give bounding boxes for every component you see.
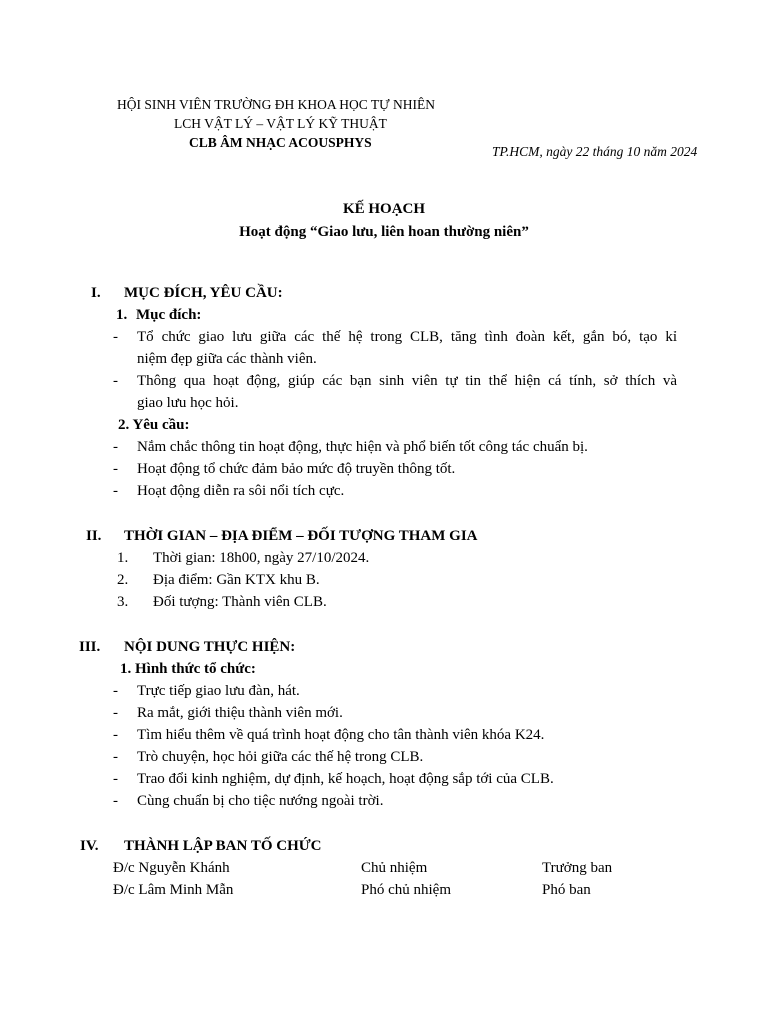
header-org-line1: HỘI SINH VIÊN TRƯỜNG ĐH KHOA HỌC TỰ NHIÊN xyxy=(117,97,435,112)
content-item-4: Trò chuyện, học hỏi giữa các thế hệ trong CLB. xyxy=(137,749,424,765)
subsection-1-1-heading: Mục đích: xyxy=(136,307,202,323)
list-dash: - xyxy=(113,749,118,765)
list-dash: - xyxy=(113,483,118,499)
section-2-number: II. xyxy=(86,528,102,544)
purpose-item-1-line1: Tổ chức giao lưu giữa các thế hệ trong CLB, tăng tình đoàn kết, gắn bó, tạo kỉ xyxy=(137,329,677,345)
requirement-item-1: Nắm chắc thông tin hoạt động, thực hiện và phổ biến tốt công tác chuẩn bị. xyxy=(137,439,588,455)
content-item-6: Cùng chuẩn bị cho tiệc nướng ngoài trời. xyxy=(137,793,384,809)
section-3-number: III. xyxy=(79,639,101,655)
subsection-1-2-heading: 2. Yêu cầu: xyxy=(118,417,190,433)
list-dash: - xyxy=(113,439,118,455)
time-place-item-1-number: 1. xyxy=(117,550,129,566)
purpose-item-2-line2: giao lưu học hỏi. xyxy=(137,395,239,411)
committee-member-name: Đ/c Lâm Minh Mẫn xyxy=(113,882,234,898)
requirement-item-2: Hoạt động tổ chức đảm bảo mức độ truyền thông tốt. xyxy=(137,461,456,477)
section-3-heading: NỘI DUNG THỰC HIỆN: xyxy=(124,639,296,655)
section-4-number: IV. xyxy=(80,838,99,854)
list-dash: - xyxy=(113,461,118,477)
committee-member-position: Phó chủ nhiệm xyxy=(361,882,451,898)
content-item-3: Tìm hiểu thêm về quá trình hoạt động cho tân thành viên khóa K24. xyxy=(137,727,545,743)
list-dash: - xyxy=(113,793,118,809)
header-org-line2: LCH VẬT LÝ – VẬT LÝ KỸ THUẬT xyxy=(174,116,387,131)
list-dash: - xyxy=(113,705,118,721)
section-4-heading: THÀNH LẬP BAN TỐ CHỨC xyxy=(124,838,322,854)
section-2-heading: THỜI GIAN – ĐỊA ĐIỂM – ĐỐI TƯỢNG THAM GIA xyxy=(124,528,478,544)
purpose-item-1-line2: niệm đẹp giữa các thành viên. xyxy=(137,351,317,367)
section-1-heading: MỤC ĐÍCH, YÊU CẦU: xyxy=(124,285,283,301)
subsection-1-1-number: 1. xyxy=(116,307,128,323)
content-item-5: Trao đổi kinh nghiệm, dự định, kế hoạch, hoạt động sắp tới của CLB. xyxy=(137,771,554,787)
document-title: KẾ HOẠCH xyxy=(342,201,426,217)
committee-member-name: Đ/c Nguyễn Khánh xyxy=(113,860,230,876)
purpose-item-2-line1: Thông qua hoạt động, giúp các bạn sinh viên tự tin thể hiện cá tính, sở thích và xyxy=(137,373,677,389)
list-dash: - xyxy=(113,329,118,345)
committee-member-role: Phó ban xyxy=(542,882,591,898)
committee-member-position: Chủ nhiệm xyxy=(361,860,428,876)
section-1-number: I. xyxy=(91,285,101,301)
subsection-3-1-heading: 1. Hình thức tổ chức: xyxy=(120,661,256,677)
requirement-item-3: Hoạt động diễn ra sôi nổi tích cực. xyxy=(137,483,345,499)
time-place-item-1: Thời gian: 18h00, ngày 27/10/2024. xyxy=(153,550,370,566)
document-subtitle: Hoạt động “Giao lưu, liên hoan thường niên” xyxy=(239,224,529,240)
list-dash: - xyxy=(113,373,118,389)
list-dash: - xyxy=(113,771,118,787)
list-dash: - xyxy=(113,727,118,743)
time-place-item-2: Địa điểm: Gần KTX khu B. xyxy=(153,572,320,588)
document-date: TP.HCM, ngày 22 tháng 10 năm 2024 xyxy=(492,144,698,159)
committee-member-role: Trưởng ban xyxy=(542,860,613,876)
content-item-1: Trực tiếp giao lưu đàn, hát. xyxy=(137,683,300,699)
time-place-item-3: Đối tượng: Thành viên CLB. xyxy=(153,594,327,610)
time-place-item-2-number: 2. xyxy=(117,572,129,588)
header-club-name: CLB ÂM NHẠC ACOUSPHYS xyxy=(189,135,372,150)
list-dash: - xyxy=(113,683,118,699)
content-item-2: Ra mắt, giới thiệu thành viên mới. xyxy=(137,705,343,721)
time-place-item-3-number: 3. xyxy=(117,594,129,610)
